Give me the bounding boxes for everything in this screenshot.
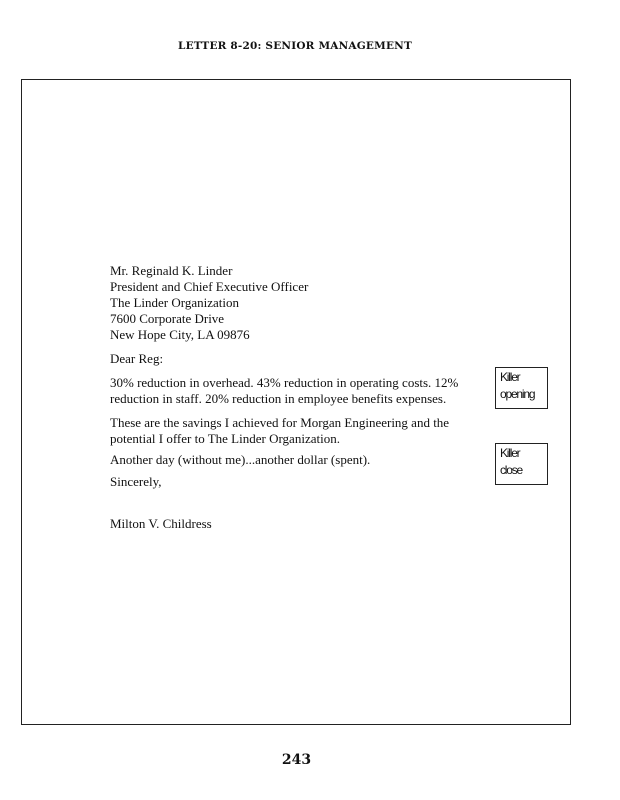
margin-note-line: opening	[500, 387, 535, 401]
page-title: LETTER 8-20: SENIOR MANAGEMENT	[178, 40, 412, 52]
closing: Sincerely,	[110, 474, 162, 489]
recipient-address	[110, 263, 485, 343]
margin-note-line: Killer	[500, 370, 520, 384]
salutation: Dear Reg:	[110, 351, 164, 366]
recipient-city-state-zip: New Hope City, LA 09876	[110, 327, 250, 342]
letter-body	[110, 263, 485, 532]
signature-name: Milton V. Childress	[110, 516, 212, 531]
recipient-name: Mr. Reginald K. Linder	[110, 263, 233, 278]
paragraph-opening: 30% reduction in overhead. 43% reduction in operating costs. 12% reduction in staff. 20% reduction in employee benefits expenses.	[110, 375, 459, 406]
recipient-street: 7600 Corporate Drive	[110, 311, 225, 326]
margin-note-line: close	[500, 463, 523, 477]
recipient-company: The Linder Organization	[110, 295, 239, 310]
paragraph-savings: These are the savings I achieved for Morgan Engineering and the potential I offer to The Linder Organization.	[110, 415, 450, 446]
page-number: 243	[281, 752, 312, 768]
recipient-title: President and Chief Executive Officer	[110, 279, 309, 294]
margin-note-killer-close	[495, 443, 548, 485]
paragraph-close: Another day (without me)...another dollar (spent).	[110, 452, 371, 467]
margin-note-line: Killer	[500, 446, 520, 460]
margin-note-killer-opening	[495, 367, 548, 409]
